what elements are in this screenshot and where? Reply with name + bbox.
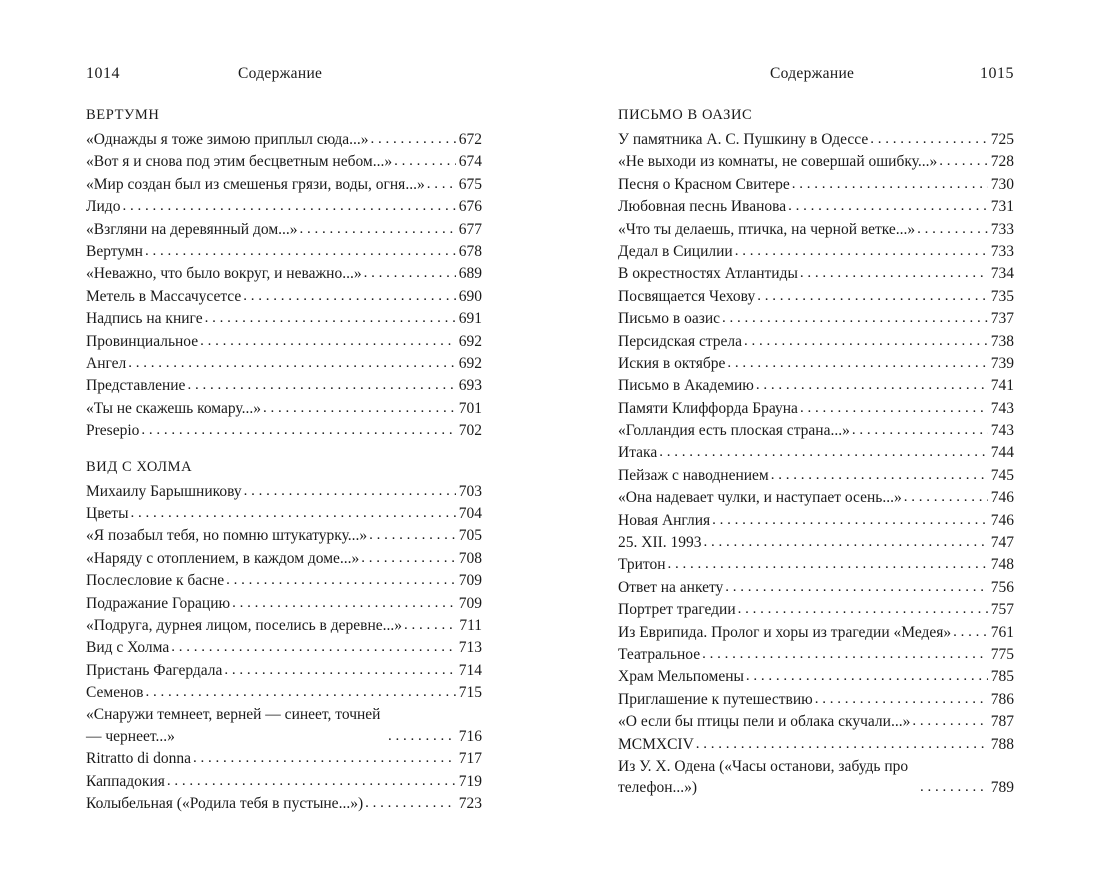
dot-leader — [904, 487, 988, 509]
entry-page-number: 691 — [458, 310, 482, 328]
dot-leader — [371, 129, 456, 151]
dot-leader — [953, 622, 988, 644]
dot-leader — [800, 263, 988, 285]
entry-title: «Подруга, дурнея лицом, поселись в деревне...» — [86, 616, 403, 634]
entry-page-number: 678 — [458, 242, 482, 260]
entry-title: Итака — [618, 444, 658, 462]
entry-title: Каппадокия — [86, 772, 165, 790]
dot-leader — [394, 151, 456, 173]
toc-entry[interactable] — [618, 308, 1014, 330]
dot-leader — [263, 398, 456, 420]
entry-page-number: 746 — [990, 511, 1014, 529]
entry-page-number: 703 — [458, 482, 482, 500]
entry-title: Храм Мельпомены — [618, 668, 744, 686]
toc-entry[interactable] — [86, 704, 482, 747]
dot-leader — [722, 308, 988, 330]
toc-entry[interactable] — [86, 771, 482, 793]
toc-entry[interactable] — [618, 532, 1014, 554]
entry-title: «Не выходи из комнаты, не совершай ошибку...» — [618, 153, 938, 171]
entry-title: Надпись на книге — [86, 310, 203, 328]
toc-entry[interactable] — [86, 593, 482, 615]
entry-title: Театральное — [618, 645, 701, 663]
toc-entry[interactable] — [618, 151, 1014, 173]
entry-page-number: 725 — [990, 131, 1014, 148]
entry-page-number: 786 — [990, 690, 1014, 708]
entry-title: Ответ на анкету — [618, 578, 724, 596]
entry-page-number: 713 — [458, 639, 482, 657]
toc-entry[interactable] — [86, 353, 482, 375]
entry-title: «Мир создан был из смешенья грязи, воды, огня...» — [86, 175, 425, 193]
toc-entry[interactable] — [86, 660, 482, 682]
toc-entry[interactable] — [618, 711, 1014, 733]
toc-entry[interactable] — [86, 308, 482, 330]
entry-title: «Она надевает чулки, и наступает осень...» — [618, 489, 902, 507]
entry-title: Ritratto di donna — [86, 750, 192, 768]
toc-entry[interactable] — [618, 174, 1014, 196]
toc-entry[interactable] — [618, 487, 1014, 509]
entry-page-number: 708 — [458, 549, 482, 567]
toc-entry[interactable] — [618, 353, 1014, 375]
entry-title: В окрестностях Атлантиды — [618, 265, 798, 283]
dot-leader — [388, 726, 456, 748]
entry-title: Песня о Красном Свитере — [618, 175, 790, 193]
toc-entry[interactable] — [618, 644, 1014, 666]
entry-title: Вид с Холма — [86, 639, 170, 657]
toc-entry[interactable] — [618, 196, 1014, 218]
toc-entry[interactable] — [86, 151, 482, 173]
toc-entry[interactable] — [86, 219, 482, 241]
entry-page-number: 692 — [458, 332, 482, 350]
entry-title: MCMXCIV — [618, 735, 694, 753]
dot-leader — [756, 375, 988, 397]
entry-page-number: 719 — [458, 772, 482, 790]
entry-page-number: 789 — [990, 779, 1014, 797]
entry-title: Семенов — [86, 684, 144, 702]
toc-entry[interactable] — [86, 748, 482, 770]
dot-leader — [912, 711, 987, 733]
dot-leader — [243, 286, 455, 308]
dot-leader — [200, 331, 456, 353]
entry-page-number: 672 — [458, 131, 482, 148]
entry-page-number: 743 — [990, 399, 1014, 417]
entry-page-number: 748 — [990, 556, 1014, 574]
entry-page-number: 745 — [990, 466, 1014, 484]
dot-leader — [404, 615, 456, 637]
toc-entry[interactable] — [86, 331, 482, 353]
toc-entry[interactable] — [618, 666, 1014, 688]
toc-entry[interactable] — [618, 263, 1014, 285]
entry-page-number: 705 — [458, 527, 482, 545]
toc-entry[interactable] — [86, 481, 482, 503]
entry-title: «Ты не скажешь комару...» — [86, 399, 262, 417]
toc-entry[interactable] — [618, 689, 1014, 711]
entry-page-number: 677 — [458, 220, 482, 238]
entry-title: Приглашение к путешествию — [618, 690, 813, 708]
entry-title: Метель в Массачусетсе — [86, 287, 242, 305]
toc-entry[interactable] — [618, 622, 1014, 644]
dot-leader — [738, 599, 988, 621]
entry-page-number: 733 — [990, 220, 1014, 238]
dot-leader — [365, 793, 456, 815]
entry-title: Михаилу Барышникову — [86, 482, 242, 500]
entry-title: Памяти Клиффорда Брауна — [618, 399, 798, 417]
toc-entry[interactable] — [618, 286, 1014, 308]
page-number: 1015 — [980, 65, 1014, 82]
dot-leader — [122, 196, 455, 218]
dot-leader — [171, 637, 456, 659]
toc-entry[interactable] — [618, 331, 1014, 353]
entry-title: Письмо в оазис — [618, 310, 720, 328]
dot-leader — [668, 554, 988, 576]
entry-title: Письмо в Академию — [618, 377, 754, 395]
dot-leader — [792, 174, 988, 196]
entry-title: «Что ты делаешь, птичка, на черной ветке...» — [618, 220, 916, 238]
entry-page-number: 737 — [990, 310, 1014, 328]
toc-entry[interactable] — [618, 129, 1014, 151]
entry-title: Представление — [86, 377, 186, 395]
toc-entry[interactable] — [618, 442, 1014, 464]
toc-entry[interactable] — [86, 570, 482, 592]
entry-page-number: 746 — [990, 489, 1014, 507]
running-title: Содержание — [770, 65, 855, 82]
entry-title: «О если бы птицы пели и облака скучали...» — [618, 713, 911, 731]
entry-page-number: 702 — [458, 422, 482, 440]
entry-page-number: 738 — [990, 332, 1014, 350]
dot-leader — [205, 308, 456, 330]
entry-title: Из У. Х. Одена («Часы останови, забудь про телефон...») — [618, 757, 909, 797]
entry-title: «Наряду с отоплением, в каждом доме...» — [86, 549, 360, 567]
entry-title: «Я позабыл тебя, но помню штукатурку...» — [86, 527, 368, 545]
entry-page-number: 709 — [458, 572, 482, 590]
entry-title: Вертумн — [86, 242, 143, 260]
dot-leader — [712, 510, 988, 532]
entry-title: «Неважно, что было вокруг, и неважно...» — [86, 265, 362, 283]
dot-leader — [746, 666, 988, 688]
toc-entry[interactable] — [618, 398, 1014, 420]
entry-page-number: 785 — [990, 668, 1014, 686]
entry-title: Подражание Горацию — [86, 594, 231, 612]
entry-page-number: 788 — [990, 735, 1014, 753]
toc-entry[interactable] — [86, 548, 482, 570]
toc-entry[interactable] — [618, 554, 1014, 576]
toc-content — [86, 105, 482, 816]
entry-page-number: 741 — [990, 377, 1014, 395]
entry-page-number: 711 — [459, 616, 482, 634]
toc-entry[interactable] — [618, 756, 1014, 799]
entry-page-number: 701 — [458, 399, 482, 417]
dot-leader — [300, 219, 456, 241]
toc-entry[interactable] — [618, 241, 1014, 263]
dot-leader — [361, 548, 455, 570]
dot-leader — [659, 442, 988, 464]
toc-entry[interactable] — [86, 503, 482, 525]
dot-leader — [364, 263, 456, 285]
toc-entry[interactable] — [86, 196, 482, 218]
dot-leader — [141, 420, 455, 442]
entry-page-number: 743 — [990, 422, 1014, 440]
entry-page-number: 734 — [990, 265, 1014, 283]
dot-leader — [427, 174, 456, 196]
dot-leader — [917, 219, 988, 241]
entry-page-number: 757 — [990, 601, 1014, 619]
toc-entry[interactable] — [86, 129, 482, 151]
dot-leader — [167, 771, 456, 793]
toc-entry[interactable] — [618, 420, 1014, 442]
entry-title: Тритон — [618, 556, 666, 574]
entry-title: Провинциальное — [86, 332, 199, 350]
entry-page-number: 709 — [458, 594, 482, 612]
dot-leader — [702, 644, 988, 666]
toc-entry[interactable] — [86, 420, 482, 442]
dot-leader — [696, 734, 988, 756]
toc-entry[interactable] — [618, 465, 1014, 487]
entry-title: У памятника А. С. Пушкину в Одессе — [618, 131, 869, 148]
dot-leader — [852, 420, 988, 442]
dot-leader — [939, 151, 988, 173]
entry-page-number: 693 — [458, 377, 482, 395]
entry-page-number: 733 — [990, 242, 1014, 260]
toc-entry[interactable] — [86, 398, 482, 420]
toc-entry[interactable] — [618, 599, 1014, 621]
dot-leader — [128, 353, 455, 375]
entry-page-number: 689 — [458, 265, 482, 283]
entry-page-number: 714 — [458, 661, 482, 679]
running-head — [618, 64, 1014, 84]
entry-title: Персидская стрела — [618, 332, 743, 350]
toc-entry[interactable] — [618, 510, 1014, 532]
entry-title: «Снаружи темнеет, верней — синеет, точней — чернеет...» — [86, 706, 381, 745]
dot-leader — [145, 682, 455, 704]
dot-leader — [193, 748, 456, 770]
toc-entry[interactable] — [86, 375, 482, 397]
entry-title: Любовная песнь Иванова — [618, 198, 787, 216]
entry-page-number: 717 — [458, 750, 482, 768]
entry-page-number: 690 — [458, 287, 482, 305]
entry-page-number: 739 — [990, 354, 1014, 372]
dot-leader — [725, 577, 987, 599]
entry-title: Новая Англия — [618, 511, 711, 529]
dot-leader — [735, 241, 988, 263]
entry-page-number: 761 — [990, 623, 1014, 641]
entry-page-number: 728 — [990, 153, 1014, 171]
entry-page-number: 730 — [990, 175, 1014, 193]
toc-content — [618, 105, 1014, 800]
entry-title: Presepio — [86, 422, 140, 440]
dot-leader — [870, 129, 988, 151]
dot-leader — [244, 481, 456, 503]
toc-entry[interactable] — [86, 637, 482, 659]
entry-page-number: 735 — [990, 287, 1014, 305]
entry-page-number: 723 — [458, 795, 482, 813]
entry-page-number: 747 — [990, 534, 1014, 552]
toc-entry[interactable] — [86, 682, 482, 704]
entry-page-number: 674 — [458, 153, 482, 171]
toc-entry[interactable] — [86, 241, 482, 263]
entry-title: Пристань Фагердала — [86, 661, 223, 679]
toc-entry[interactable] — [86, 615, 482, 637]
entry-title: Иския в октябре — [618, 354, 726, 372]
section-heading: ВИД С ХОЛМА — [86, 458, 193, 475]
entry-title: Послесловие к басне — [86, 572, 225, 590]
dot-leader — [757, 286, 988, 308]
entry-page-number: 675 — [458, 175, 482, 193]
entry-page-number: 775 — [990, 645, 1014, 663]
toc-entry[interactable] — [86, 793, 482, 815]
entry-page-number: 704 — [458, 504, 482, 522]
entry-title: «Взгляни на деревянный дом...» — [86, 220, 298, 238]
dot-leader — [744, 331, 988, 353]
entry-title: «Голландия есть плоская страна...» — [618, 422, 850, 440]
dot-leader — [727, 353, 987, 375]
dot-leader — [187, 375, 455, 397]
entry-title: Ангел — [86, 354, 127, 372]
toc-entry[interactable] — [86, 525, 482, 547]
dot-leader — [145, 241, 456, 263]
toc-entry[interactable] — [86, 174, 482, 196]
entry-title: Дедал в Сицилии — [618, 242, 733, 260]
dot-leader — [800, 398, 988, 420]
entry-page-number: 716 — [458, 727, 482, 745]
entry-title: Лидо — [86, 198, 121, 216]
section-heading: ПИСЬМО В ОАЗИС — [618, 107, 753, 123]
dot-leader — [232, 593, 456, 615]
entry-page-number: 731 — [990, 198, 1014, 216]
entry-title: 25. XII. 1993 — [618, 534, 702, 552]
section-heading: ВЕРТУМН — [86, 107, 160, 123]
toc-entry[interactable] — [618, 219, 1014, 241]
entry-page-number: 787 — [990, 713, 1014, 731]
entry-page-number: 692 — [458, 354, 482, 372]
toc-entry[interactable] — [86, 263, 482, 285]
toc-entry[interactable] — [618, 375, 1014, 397]
running-head — [86, 64, 482, 84]
dot-leader — [920, 777, 988, 799]
dot-leader — [771, 465, 988, 487]
dot-leader — [704, 532, 988, 554]
entry-title: Пейзаж с наводнением — [618, 466, 769, 484]
entry-page-number: 744 — [990, 444, 1014, 462]
toc-entry[interactable] — [618, 577, 1014, 599]
entry-page-number: 756 — [990, 578, 1014, 596]
entry-title: Портрет трагедии — [618, 601, 736, 619]
entry-title: Цветы — [86, 504, 129, 522]
toc-entry[interactable] — [618, 734, 1014, 756]
dot-leader — [131, 503, 456, 525]
running-title: Содержание — [238, 65, 323, 82]
toc-entry[interactable] — [86, 286, 482, 308]
entry-title: Колыбельная («Родила тебя в пустыне...») — [86, 795, 364, 813]
page-number: 1014 — [86, 65, 120, 82]
entry-title: «Вот я и снова под этим бесцветным небом...» — [86, 153, 393, 171]
entry-page-number: 676 — [458, 198, 482, 216]
dot-leader — [788, 196, 988, 218]
entry-title: Посвящается Чехову — [618, 287, 756, 305]
entry-title: Из Еврипида. Пролог и хоры из трагедии «Медея» — [618, 623, 952, 641]
entry-page-number: 715 — [458, 684, 482, 702]
dot-leader — [224, 660, 455, 682]
dot-leader — [815, 689, 988, 711]
dot-leader — [226, 570, 456, 592]
dot-leader — [369, 525, 456, 547]
entry-title: «Однажды я тоже зимою приплыл сюда...» — [86, 131, 369, 148]
